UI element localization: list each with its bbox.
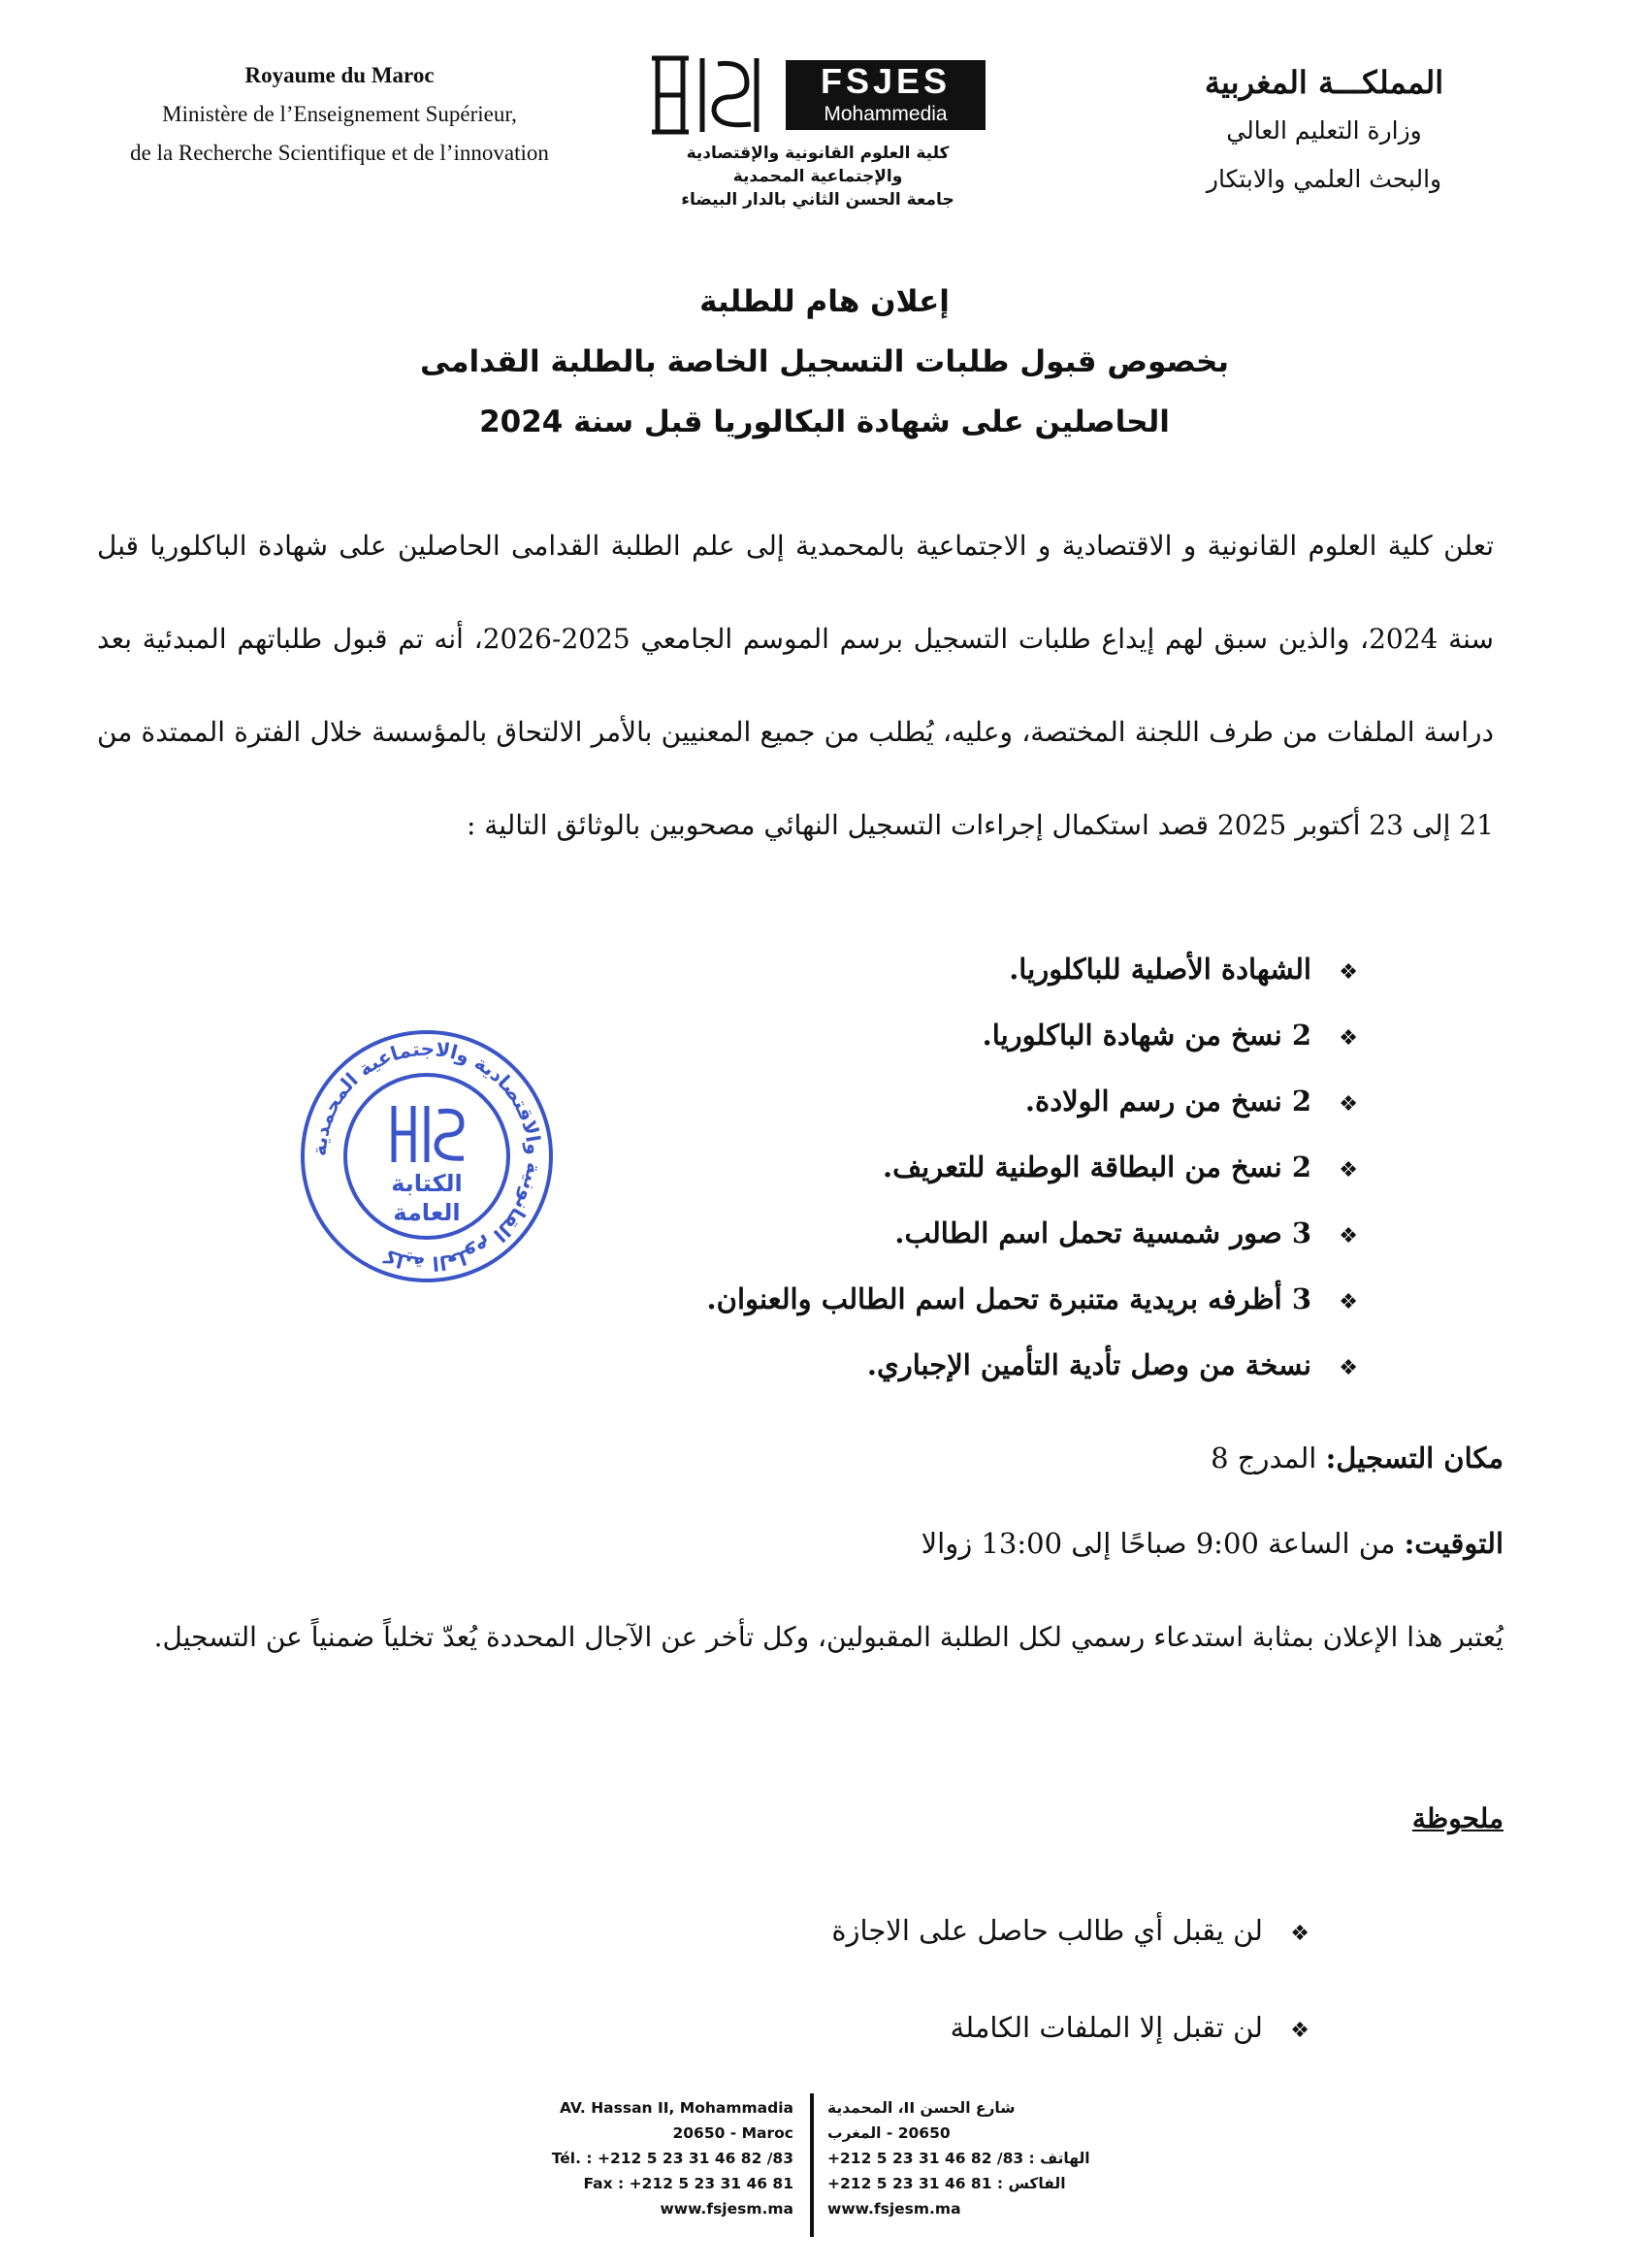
logo-city: Mohammedia [824, 103, 948, 125]
diamond-bullet-icon: ❖ [1339, 1290, 1358, 1314]
footer-divider [810, 2093, 814, 2237]
footer-postal-ar: 20650 - المغرب [827, 2124, 951, 2142]
logo-ar-line1: كلية العلوم القانونية والإقتصادية [686, 144, 950, 163]
note-heading: ملحوظة [1411, 1802, 1504, 1834]
ministry-line1-ar: وزارة التعليم العالي [1226, 116, 1422, 145]
announcement-title: إعلان هام للطلبة [699, 284, 950, 319]
footer-fax-ar: الفاكس : 81 46 31 23 5 212+ [827, 2175, 1066, 2192]
diamond-bullet-icon: ❖ [1339, 1158, 1358, 1183]
list-item: ❖لن يقبل أي طالب حاصل على الاجازة [679, 1896, 1310, 1993]
footer-contact-ar [827, 2095, 1148, 2221]
footer-contact-fr [504, 2095, 793, 2221]
ministry-line1-fr: Ministère de l’Enseignement Supérieur, [162, 102, 517, 126]
announcement-paragraph: تعلن كلية العلوم القانونية و الاقتصادية و الاجتماعية بالمحمدية إلى علم الطلبة القدامى الحاصلين على شهادة الباكلوريا قبل سنة 2024، والذين سبق لهم إيداع طلبات التسجيل برسم الموسم الجامعي 2025-2026، أنه تم قبول طلباتهم المبدئية بعد دراسة الملفات من طرف اللجنة المختصة، وعليه، يُطلب من جميع المعنيين بالأمر الالتحاق بالمؤسسة خلال الفترة الممتدة من 21 إلى 23 أكتوبر 2025 قصد استكمال إجراءات التسجيل النهائي مصحوبين بالوثائق التالية : [97, 530, 1494, 841]
diamond-bullet-icon: ❖ [1339, 1356, 1358, 1380]
stamp-center-line1: الكتابة [391, 1170, 463, 1197]
footer-website-fr: www.fsjesm.ma [660, 2200, 793, 2218]
place-label: مكان التسجيل: [1325, 1442, 1504, 1474]
official-stamp [297, 1026, 557, 1286]
time-label: التوقيت: [1404, 1527, 1504, 1560]
logo-arabic-text [650, 142, 986, 211]
logo-ar-line2: والإجتماعية المحمدية [732, 167, 903, 186]
faculty-logo [650, 54, 999, 219]
diamond-bullet-icon: ❖ [1339, 1224, 1358, 1248]
diamond-bullet-icon: ❖ [1339, 960, 1358, 985]
logo-ar-line3: جامعة الحسن الثاني بالدار البيضاء [681, 190, 954, 210]
place-value: المدرج 8 [1211, 1442, 1326, 1474]
diamond-bullet-icon: ❖ [1339, 1092, 1358, 1117]
list-item: ❖2 نسخ من شهادة الباكلوريا. [679, 1002, 1358, 1068]
time-value: من الساعة 9:00 صباحًا إلى 13:00 زوالا [921, 1527, 1405, 1560]
logo-wordmark-box [786, 60, 986, 130]
header-left-block [68, 56, 611, 173]
list-item: ❖لن تقبل إلا الملفات الكاملة [679, 1993, 1310, 2090]
ministry-line2-ar: والبحث العلمي والابتكار [1206, 165, 1442, 193]
diamond-bullet-icon: ❖ [1290, 2019, 1310, 2043]
kingdom-name-ar: المملكـــة المغربية [1204, 64, 1444, 101]
logo-acronym: FSJES [820, 61, 952, 101]
list-item: ❖2 نسخ من البطاقة الوطنية للتعريف. [679, 1134, 1358, 1200]
notice-paragraph: يُعتبر هذا الإعلان بمثابة استدعاء رسمي لكل الطلبة المقبولين، وكل تأخر عن الآجال المحددة يُعدّ تخلياً ضمنياً عن التسجيل. [153, 1621, 1504, 1653]
announcement-title-block [291, 272, 1358, 452]
stamp-ring-text: كلية العلوم القانونية والاقتصادية والاجتماعية المحمدية [307, 1036, 547, 1277]
footer-address-ar: شارع الحسن II، المحمدية [827, 2099, 1016, 2117]
kingdom-name-fr: Royaume du Maroc [244, 63, 435, 87]
header-right-block [1174, 58, 1474, 204]
footer-tel-fr: Tél. : +212 5 23 31 46 82 /83 [551, 2150, 793, 2167]
footer-address-fr: AV. Hassan II, Mohammadia [559, 2099, 793, 2117]
ministry-line2-fr: de la Recherche Scientifique et de l’innovation [130, 141, 549, 165]
registration-time [97, 1527, 1504, 1560]
diamond-bullet-icon: ❖ [1339, 1026, 1358, 1051]
list-item: ❖2 نسخ من رسم الولادة. [679, 1068, 1358, 1134]
footer-postal-fr: 20650 - Maroc [672, 2124, 793, 2142]
list-item: ❖نسخة من وصل تأدية التأمين الإجباري. [679, 1332, 1358, 1398]
faculty-emblem-icon [650, 54, 766, 136]
list-item: ❖الشهادة الأصلية للباكلوريا. [679, 936, 1358, 1002]
stamp-center-line2: العامة [393, 1199, 461, 1226]
list-item: ❖3 أظرفه بريدية متنبرة تحمل اسم الطالب والعنوان. [679, 1266, 1358, 1332]
announcement-subtitle-1: بخصوص قبول طلبات التسجيل الخاصة بالطلبة القدامى [419, 344, 1230, 379]
footer-tel-ar: الهاتف : 83/ 82 46 31 23 5 212+ [827, 2150, 1090, 2167]
required-documents-list [679, 936, 1358, 1398]
registration-place [97, 1442, 1504, 1474]
notes-list [679, 1896, 1310, 2090]
footer-fax-fr: Fax : +212 5 23 31 46 81 [583, 2175, 793, 2192]
diamond-bullet-icon: ❖ [1290, 1922, 1310, 1946]
announcement-subtitle-2: الحاصلين على شهادة البكالوريا قبل سنة 2024 [479, 405, 1170, 439]
footer-website-ar: www.fsjesm.ma [827, 2200, 961, 2218]
list-item: ❖3 صور شمسية تحمل اسم الطالب. [679, 1200, 1358, 1266]
